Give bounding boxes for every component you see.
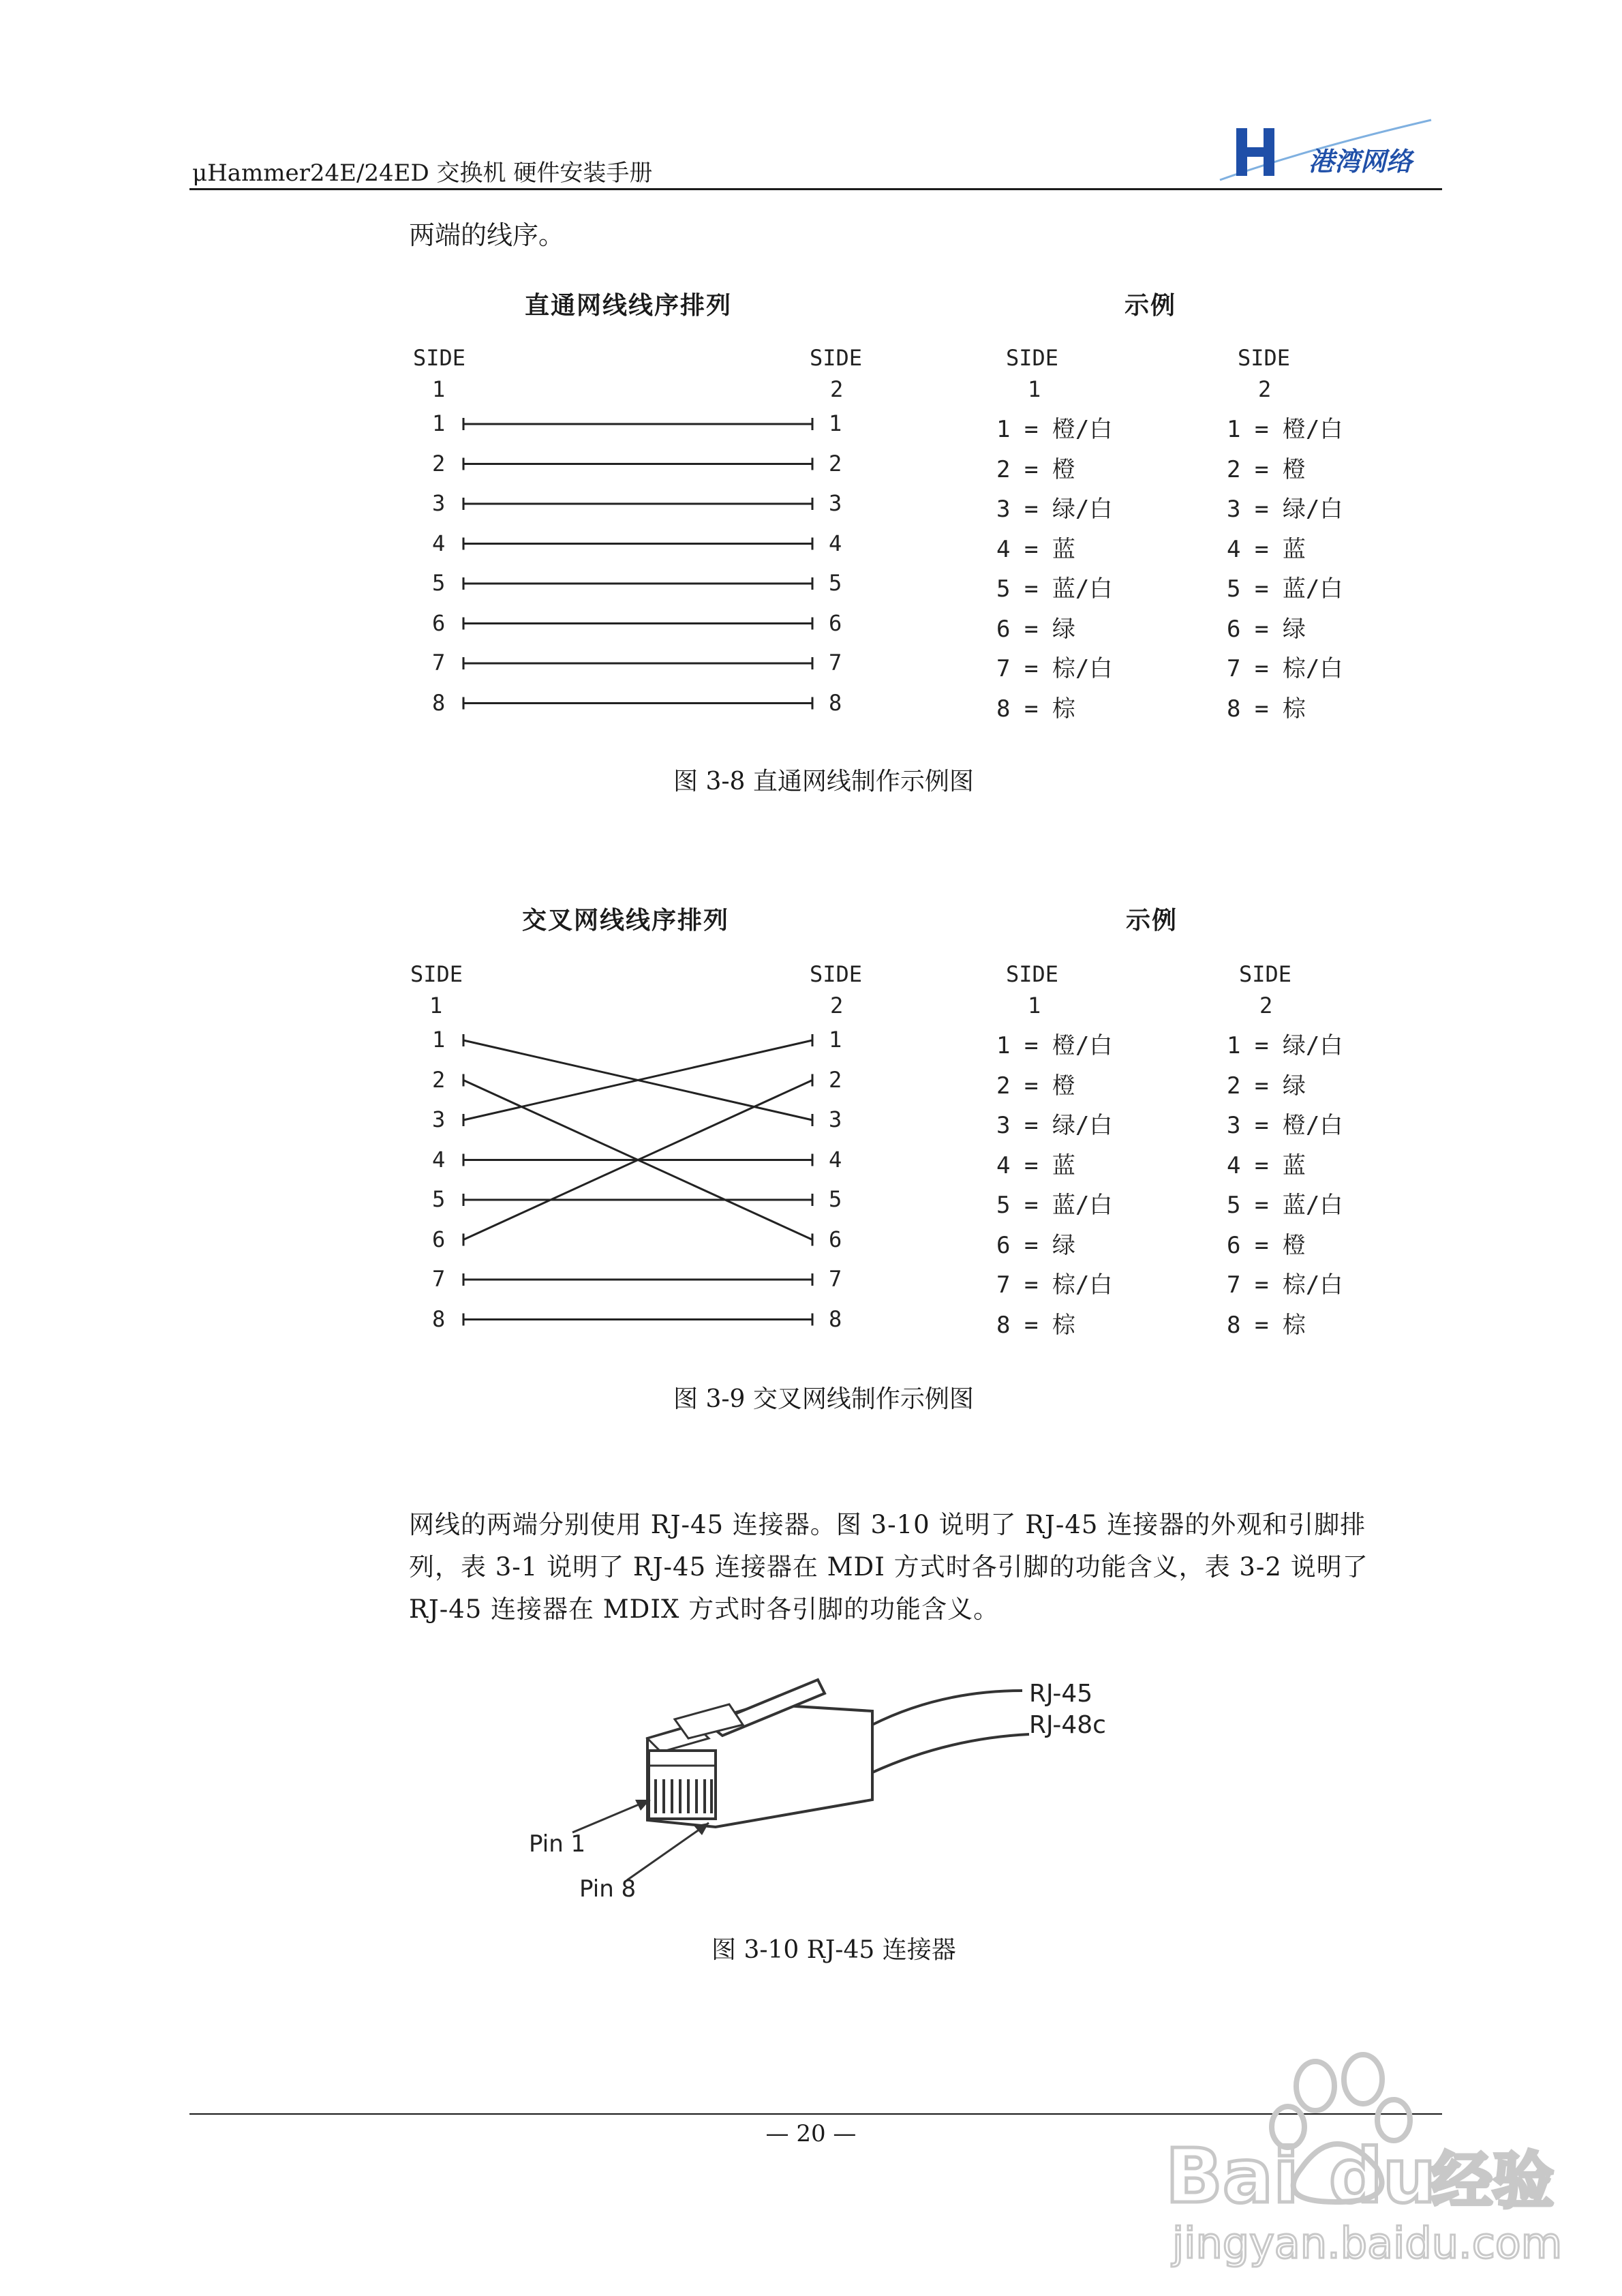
straight-left-pin: 6 bbox=[432, 609, 446, 636]
cross-right-pin: 8 bbox=[829, 1305, 842, 1332]
straight-right-pin: 8 bbox=[829, 689, 842, 716]
cross-example-side2-row: 7 = 棕/白 bbox=[1227, 1271, 1343, 1299]
straight-side2-label: SIDE bbox=[810, 345, 863, 371]
straight-left-pin: 3 bbox=[432, 490, 446, 516]
straight-right-pin: 7 bbox=[829, 650, 842, 676]
straight-example-side2-row: 8 = 棕 bbox=[1227, 695, 1306, 723]
straight-example-side2-row: 1 = 橙/白 bbox=[1227, 416, 1343, 443]
straight-example-side1-row: 8 = 棕 bbox=[996, 695, 1075, 723]
straight-left-pin: 5 bbox=[432, 570, 446, 596]
straight-example-side1-row: 3 = 绿/白 bbox=[996, 496, 1113, 523]
paragraph-line: 网线的两端分别使用 RJ-45 连接器。图 3-10 说明了 RJ-45 连接器的外观和引脚排 bbox=[409, 1510, 1366, 1539]
cross-left-pin: 7 bbox=[432, 1266, 446, 1292]
watermark-url: jingyan.baidu.com bbox=[1172, 2218, 1563, 2268]
cross-example-side1-row: 3 = 绿/白 bbox=[996, 1112, 1113, 1139]
cross-left-pin: 5 bbox=[432, 1186, 446, 1212]
straight-example-side1-row: 4 = 蓝 bbox=[996, 535, 1075, 563]
straight-example-side1-row: 2 = 橙 bbox=[996, 455, 1075, 483]
straight-right-pin: 1 bbox=[829, 410, 842, 436]
rj45-label: RJ-45 bbox=[1029, 1680, 1093, 1708]
straight-left-pin: 8 bbox=[432, 689, 446, 716]
cross-right-pin: 3 bbox=[829, 1106, 842, 1132]
straight-example-side1-row: 7 = 棕/白 bbox=[996, 655, 1113, 682]
cross-example-side2-row: 8 = 棕 bbox=[1227, 1311, 1306, 1339]
cross-caption: 图 3-9 交叉网线制作示例图 bbox=[673, 1385, 974, 1413]
cross-left-pin: 8 bbox=[432, 1305, 446, 1332]
straight-left-pin: 2 bbox=[432, 450, 446, 477]
cross-example-side2-row: 2 = 绿 bbox=[1227, 1072, 1306, 1100]
straight-example-side2-row: 3 = 绿/白 bbox=[1227, 496, 1343, 523]
cross-title: 交叉网线线序排列 bbox=[522, 907, 730, 935]
logo-text: 港湾网络 bbox=[1309, 147, 1413, 177]
straight-side2-num: 2 bbox=[830, 376, 844, 402]
cross-side2-num: 2 bbox=[830, 993, 844, 1018]
watermark-brand2: du bbox=[1329, 2132, 1437, 2220]
cross-side2-label: SIDE bbox=[810, 961, 863, 987]
cross-right-pin: 6 bbox=[829, 1226, 842, 1252]
rj45-connector-illustration bbox=[504, 1663, 1213, 1922]
cross-example-title: 示例 bbox=[1126, 907, 1178, 935]
straight-example-side2-row: 7 = 棕/白 bbox=[1227, 655, 1343, 682]
cross-example-side2-row: 5 = 蓝/白 bbox=[1227, 1192, 1343, 1219]
rj48c-label: RJ-48c bbox=[1029, 1711, 1106, 1739]
straight-example-side2-row: 4 = 蓝 bbox=[1227, 535, 1306, 563]
straight-ex-side2-num: 2 bbox=[1258, 376, 1272, 402]
straight-right-pin: 2 bbox=[829, 450, 842, 477]
cross-ex-side2-num: 2 bbox=[1259, 993, 1273, 1018]
straight-title: 直通网线线序排列 bbox=[525, 292, 733, 320]
baidu-watermark bbox=[1159, 2045, 1563, 2270]
cross-example-side1-row: 8 = 棕 bbox=[996, 1311, 1075, 1339]
pin8-label: Pin 8 bbox=[579, 1875, 637, 1903]
cross-left-pin: 2 bbox=[432, 1066, 446, 1093]
cross-example-side2-row: 4 = 蓝 bbox=[1227, 1151, 1306, 1179]
cross-example-side1-row: 6 = 绿 bbox=[996, 1231, 1075, 1259]
straight-side1-label: SIDE bbox=[413, 345, 466, 371]
cross-example-side1-row: 1 = 橙/白 bbox=[996, 1032, 1113, 1059]
cross-example-side1-row: 7 = 棕/白 bbox=[996, 1271, 1113, 1299]
cross-example-side1-row: 2 = 橙 bbox=[996, 1072, 1075, 1100]
straight-left-pin: 4 bbox=[432, 530, 446, 556]
rj45-caption: 图 3-10 RJ-45 连接器 bbox=[711, 1936, 956, 1964]
cross-example-side1-row: 5 = 蓝/白 bbox=[996, 1192, 1113, 1219]
cross-right-pin: 2 bbox=[829, 1066, 842, 1093]
cross-example-side1-row: 4 = 蓝 bbox=[996, 1151, 1075, 1179]
straight-ex-side1-label: SIDE bbox=[1006, 345, 1059, 371]
cross-example-side2-row: 1 = 绿/白 bbox=[1227, 1032, 1343, 1059]
cross-side1-label: SIDE bbox=[410, 961, 463, 987]
straight-caption: 图 3-8 直通网线制作示例图 bbox=[673, 768, 974, 796]
cross-ex-side1-label: SIDE bbox=[1006, 961, 1059, 987]
straight-example-side2-row: 5 = 蓝/白 bbox=[1227, 575, 1343, 603]
page-number: — 20 — bbox=[765, 2120, 857, 2147]
paragraph-line: 列，表 3-1 说明了 RJ-45 连接器在 MDI 方式时各引脚的功能含义，表 3-2 说明了 bbox=[409, 1552, 1368, 1582]
straight-left-pin: 1 bbox=[432, 410, 446, 436]
cross-left-pin: 4 bbox=[432, 1146, 446, 1173]
cross-example-side2-row: 3 = 橙/白 bbox=[1227, 1112, 1343, 1139]
straight-example-side1-row: 6 = 绿 bbox=[996, 615, 1075, 643]
cross-left-pin: 6 bbox=[432, 1226, 446, 1252]
watermark-cn: 经验 bbox=[1431, 2145, 1554, 2217]
cross-ex-side1-num: 1 bbox=[1028, 993, 1041, 1018]
straight-example-title: 示例 bbox=[1124, 292, 1177, 320]
straight-right-pin: 4 bbox=[829, 530, 842, 556]
straight-side1-num: 1 bbox=[432, 376, 446, 402]
cross-right-pin: 7 bbox=[829, 1266, 842, 1292]
straight-left-pin: 7 bbox=[432, 650, 446, 676]
straight-example-side2-row: 2 = 橙 bbox=[1227, 455, 1306, 483]
straight-right-pin: 5 bbox=[829, 570, 842, 596]
cross-right-pin: 5 bbox=[829, 1186, 842, 1212]
watermark-brand: Bai bbox=[1165, 2132, 1299, 2220]
straight-right-pin: 6 bbox=[829, 609, 842, 636]
intro-text: 两端的线序。 bbox=[409, 220, 565, 250]
cross-left-pin: 3 bbox=[432, 1106, 446, 1132]
straight-example-side1-row: 1 = 橙/白 bbox=[996, 416, 1113, 443]
paragraph-line: RJ-45 连接器在 MDIX 方式时各引脚的功能含义。 bbox=[409, 1595, 1000, 1624]
straight-ex-side2-label: SIDE bbox=[1238, 345, 1291, 371]
straight-example-side2-row: 6 = 绿 bbox=[1227, 615, 1306, 643]
cross-right-pin: 4 bbox=[829, 1146, 842, 1173]
cross-example-side2-row: 6 = 橙 bbox=[1227, 1231, 1306, 1259]
cross-ex-side2-label: SIDE bbox=[1239, 961, 1292, 987]
pin1-label: Pin 1 bbox=[529, 1830, 586, 1858]
straight-right-pin: 3 bbox=[829, 490, 842, 516]
body-paragraph bbox=[409, 1504, 1445, 1631]
straight-ex-side1-num: 1 bbox=[1028, 376, 1041, 402]
cross-right-pin: 1 bbox=[829, 1027, 842, 1053]
cross-left-pin: 1 bbox=[432, 1027, 446, 1053]
straight-example-side1-row: 5 = 蓝/白 bbox=[996, 575, 1113, 603]
header-title: μHammer24E/24ED 交换机 硬件安装手册 bbox=[192, 160, 653, 187]
cross-side1-num: 1 bbox=[429, 993, 443, 1018]
